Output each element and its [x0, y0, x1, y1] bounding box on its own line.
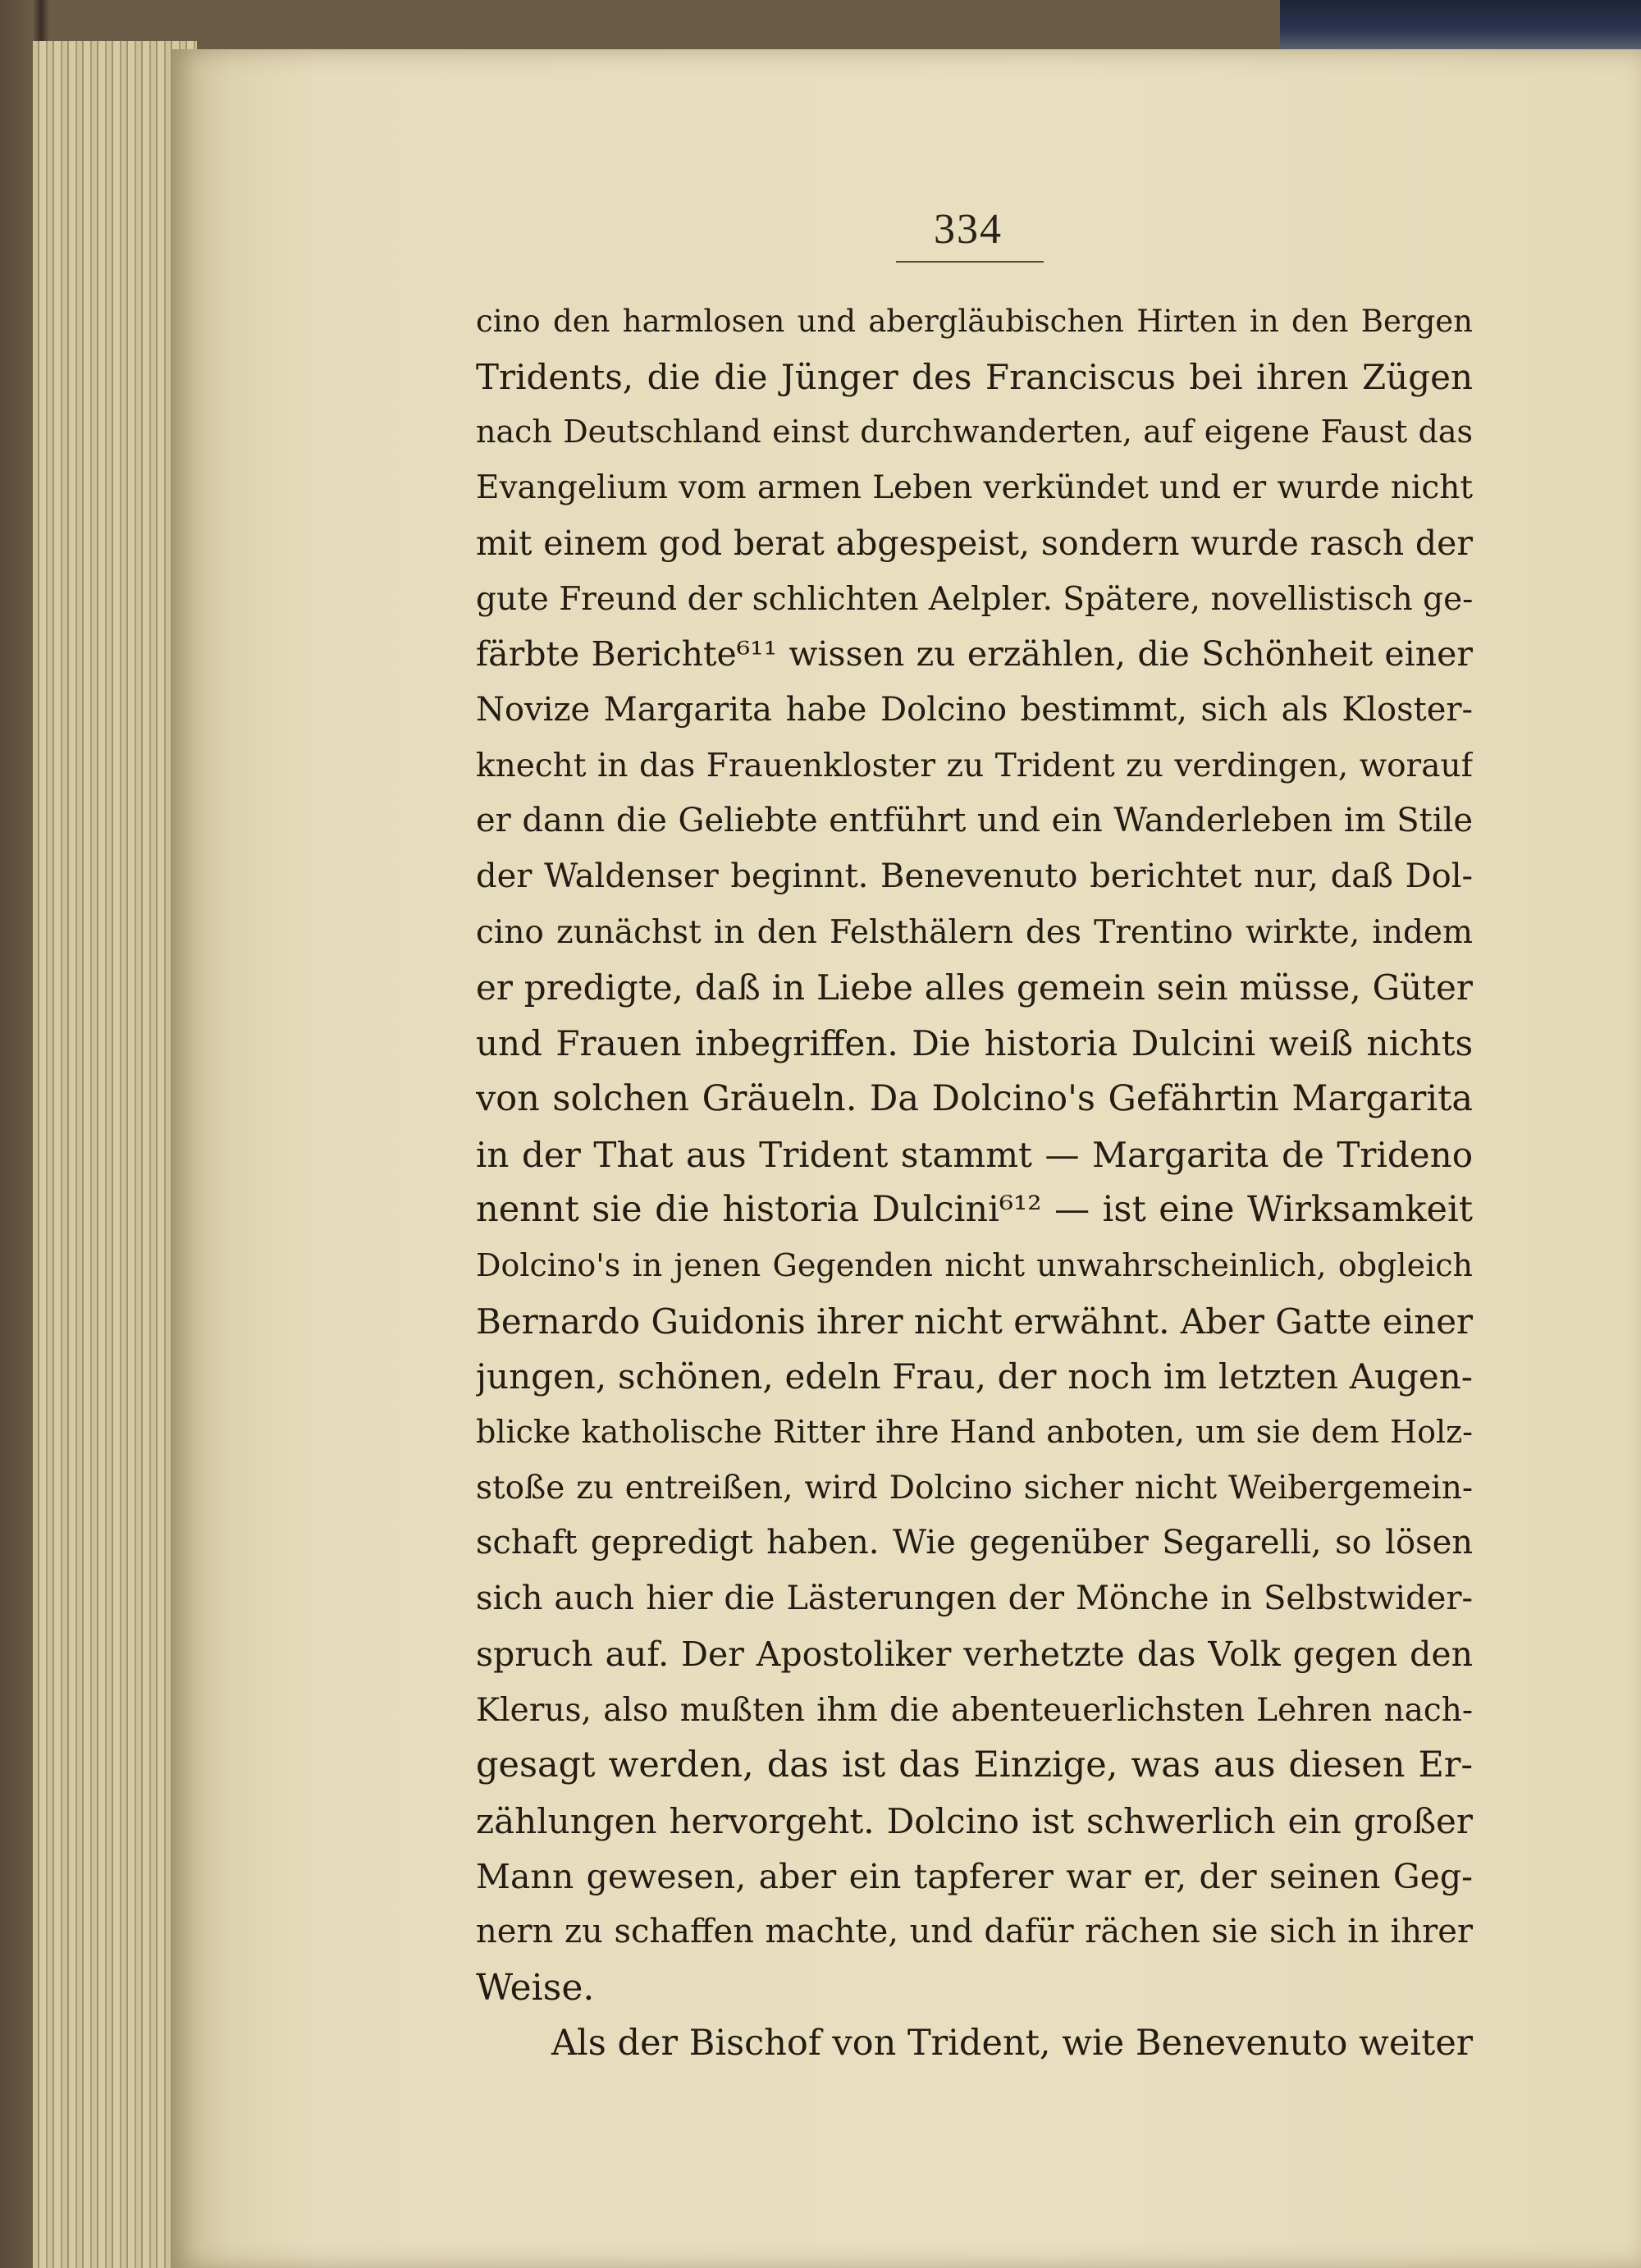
text-line: Novize Margarita habe Dolcino bestimmt, sich als Kloster-	[476, 690, 1473, 729]
text-line: mit einem god berat abgespeist, sondern wurde rasch der	[476, 523, 1473, 563]
text-line: der Waldenser beginnt. Benevenuto berichtet nur, daß Dol-	[476, 857, 1473, 896]
text-line: jungen, schönen, edeln Frau, der noch im letzten Augen-	[476, 1356, 1473, 1397]
text-line: Bernardo Guidonis ihrer nicht erwähnt. Aber Gatte einer	[476, 1301, 1473, 1342]
text-line-paragraph-end: Weise.	[476, 1967, 595, 2010]
text-line: Tridents, die die Jünger des Franciscus bei ihren Zügen	[476, 356, 1473, 397]
text-line: cino zunächst in den Felsthälern des Trentino wirkte, indem	[476, 913, 1473, 951]
text-line-paragraph-start: Als der Bischof von Trident, wie Benevenuto weiter	[551, 2022, 1473, 2064]
text-line: Mann gewesen, aber ein tapferer war er, der seinen Geg-	[476, 1856, 1473, 1896]
text-line: cino den harmlosen und abergläubischen Hirten in den Bergen	[476, 304, 1473, 339]
text-line: blicke katholische Ritter ihre Hand anboten, um sie dem Holz-	[476, 1414, 1473, 1451]
text-line: knecht in das Frauenkloster zu Trident zu verdingen, worauf	[476, 747, 1473, 784]
text-line: nennt sie die historia Dulcini⁶¹² — ist eine Wirksamkeit	[476, 1189, 1473, 1231]
text-line: er dann die Geliebte entführt und ein Wanderleben im Stile	[476, 802, 1473, 840]
text-line: spruch auf. Der Apostoliker verhetzte das Volk gegen den	[476, 1634, 1473, 1674]
text-line: stoße zu entreißen, wird Dolcino sicher nicht Weibergemein-	[476, 1469, 1473, 1507]
text-line: nern zu schaffen machte, und dafür rächen sie sich in ihrer	[476, 1913, 1473, 1951]
text-line: färbte Berichte⁶¹¹ wissen zu erzählen, die Schönheit einer	[476, 634, 1473, 674]
text-line: Evangelium vom armen Leben verkündet und er wurde nicht	[476, 469, 1473, 507]
text-line: zählungen hervorgeht. Dolcino ist schwerlich ein großer	[476, 1800, 1473, 1841]
body-text	[476, 294, 1473, 2072]
text-line: gute Freund der schlichten Aelpler. Spätere, novellistisch ge-	[476, 580, 1473, 618]
text-line: er predigte, daß in Liebe alles gemein sein müsse, Güter	[476, 967, 1473, 1008]
book-cover-edge	[1280, 0, 1641, 49]
text-line: Dolcino's in jenen Gegenden nicht unwahrscheinlich, obgleich	[476, 1246, 1473, 1283]
text-line: sich auch hier die Lästerungen der Mönche in Selbstwider-	[476, 1580, 1473, 1618]
text-line: schaft gepredigt haben. Wie gegenüber Segarelli, so lösen	[476, 1524, 1473, 1562]
text-line: gesagt werden, das ist das Einzige, was aus diesen Er-	[476, 1744, 1473, 1786]
text-line: und Frauen inbegriffen. Die historia Dulcini weiß nichts	[476, 1023, 1473, 1064]
text-line: von solchen Gräueln. Da Dolcino's Gefährtin Margarita	[476, 1077, 1473, 1119]
text-line: Klerus, also mußten ihm die abenteuerlichsten Lehren nach-	[476, 1691, 1473, 1729]
text-line: nach Deutschland einst durchwanderten, auf eigene Faust das	[476, 414, 1473, 450]
text-line: in der That aus Trident stammt — Margarita de Trideno	[476, 1134, 1473, 1175]
page-number: 334	[934, 206, 1003, 253]
page-number-rule	[896, 261, 1044, 263]
